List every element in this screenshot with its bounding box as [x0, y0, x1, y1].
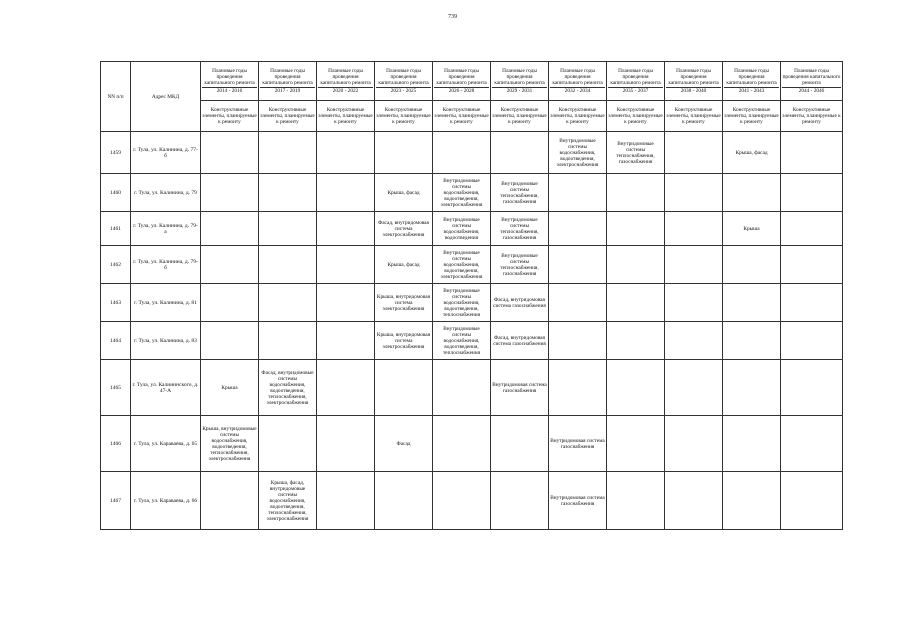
repair-cell [317, 212, 375, 246]
repair-cell [549, 322, 607, 360]
elements-header: Конструктивные элементы, планируемые к ремонту [201, 101, 259, 132]
period-header [433, 62, 491, 101]
repair-cell [723, 360, 781, 416]
table-row [101, 322, 843, 360]
repair-cell [549, 360, 607, 416]
period-header [259, 62, 317, 101]
repair-cell: Крыша, внутридомовые системы водоснабжения, водоотведения, теплоснабжения, электроснабжения [201, 416, 259, 472]
repair-cell [781, 246, 843, 284]
period-header [723, 62, 781, 101]
repair-cell [201, 246, 259, 284]
period-years: 2038 - 2040 [666, 87, 721, 94]
repair-cell [549, 246, 607, 284]
repair-cell [607, 416, 665, 472]
repair-cell [607, 472, 665, 530]
repair-cell: Фасад, внутридомовая система электроснабжения [375, 212, 433, 246]
period-title: Плановые годы проведения капитального ремонта [494, 68, 545, 86]
period-years: 2014 - 2016 [202, 87, 257, 94]
period-header [201, 62, 259, 101]
row-address: г. Тула, ул. Караваева, д. 65 [131, 416, 201, 472]
row-address: г. Тула, ул. Калинина, д. 79-б [131, 246, 201, 284]
row-number: 1461 [101, 212, 131, 246]
repair-cell [259, 212, 317, 246]
period-title: Плановые годы проведения капитального ремонта [436, 68, 487, 86]
repair-cell [607, 360, 665, 416]
repair-cell: Внутридомовые системы водоснабжения, водоотведения, электроснабжения [549, 132, 607, 174]
table-row [101, 284, 843, 322]
repair-cell [491, 472, 549, 530]
repair-cell [723, 472, 781, 530]
row-number: 1459 [101, 132, 131, 174]
repair-cell: Внутридомовая система газоснабжения [549, 416, 607, 472]
period-title: Плановые годы проведения капитального ремонта [262, 68, 313, 86]
period-title: Плановые годы проведения капитального ремонта [552, 68, 603, 86]
repair-cell [317, 322, 375, 360]
repair-cell: Внутридомовые системы водоснабжения, водоотведения, теплоснабжения [433, 284, 491, 322]
repair-cell [317, 174, 375, 212]
elements-header: Конструктивные элементы, планируемые к ремонту [723, 101, 781, 132]
elements-header: Конструктивные элементы, планируемые к ремонту [433, 101, 491, 132]
row-number: 1466 [101, 416, 131, 472]
repair-cell [201, 132, 259, 174]
repair-cell: Внутридомовые системы теплоснабжения, газоснабжения [491, 212, 549, 246]
elements-header: Конструктивные элементы, планируемые к ремонту [491, 101, 549, 132]
row-address: г. Тула, ул. Калинина, д. 81 [131, 284, 201, 322]
repair-cell [665, 212, 723, 246]
repair-cell: Крыша, фасад, внутридомовые системы водоснабжения, водоотведения, теплоснабжения, электроснабжения [259, 472, 317, 530]
elements-header: Конструктивные элементы, планируемые к ремонту [665, 101, 723, 132]
repair-cell [665, 322, 723, 360]
elements-header: Конструктивные элементы, планируемые к ремонту [781, 101, 843, 132]
repair-cell: Внутридомовая система газоснабжения [549, 472, 607, 530]
repair-cell [433, 132, 491, 174]
repair-cell [781, 322, 843, 360]
repair-cell: Крыша, фасад [375, 246, 433, 284]
repair-cell [201, 284, 259, 322]
period-years: 2017 - 2019 [260, 87, 315, 94]
period-title: Плановые годы проведения капитального ремонта [782, 68, 841, 86]
repair-cell [259, 322, 317, 360]
repair-cell [317, 472, 375, 530]
repair-cell [723, 246, 781, 284]
repair-cell [433, 416, 491, 472]
repair-cell [433, 472, 491, 530]
repair-cell: Крыша [201, 360, 259, 416]
repair-cell [375, 132, 433, 174]
table-row [101, 212, 843, 246]
repair-cell [607, 284, 665, 322]
row-address: г. Тула, ул. Калинина, д. 77-б [131, 132, 201, 174]
repair-cell [781, 416, 843, 472]
repair-cell: Внутридомовые системы теплоснабжения, газоснабжения [491, 174, 549, 212]
repair-cell [375, 472, 433, 530]
repair-cell [491, 132, 549, 174]
repair-cell [201, 322, 259, 360]
row-number: 1463 [101, 284, 131, 322]
period-years: 2035 - 2037 [608, 87, 663, 94]
repair-cell [723, 174, 781, 212]
table-row [101, 174, 843, 212]
repair-cell [665, 284, 723, 322]
repair-cell: Внутридомовые системы водоснабжения, водоотведения, теплоснабжения [433, 322, 491, 360]
elements-header: Конструктивные элементы, планируемые к ремонту [375, 101, 433, 132]
header-row-periods [101, 62, 843, 101]
repair-cell [723, 416, 781, 472]
period-years: 2032 - 2034 [550, 87, 605, 94]
repair-cell [201, 472, 259, 530]
period-title: Плановые годы проведения капитального ремонта [610, 68, 661, 86]
repair-cell [201, 212, 259, 246]
repair-cell [607, 212, 665, 246]
elements-header: Конструктивные элементы, планируемые к ремонту [549, 101, 607, 132]
period-years: 2026 - 2028 [434, 87, 489, 94]
period-title: Плановые годы проведения капитального ремонта [668, 68, 719, 86]
page-number: 739 [448, 14, 457, 20]
period-header [549, 62, 607, 101]
repair-cell: Фасад, внутридомовая система газоснабжения [491, 284, 549, 322]
repair-cell [317, 360, 375, 416]
header-row-sub [101, 101, 843, 132]
period-header [665, 62, 723, 101]
repair-cell [317, 246, 375, 284]
repair-cell [781, 132, 843, 174]
period-years: 2023 - 2025 [376, 87, 431, 94]
period-header [781, 62, 843, 101]
table-row [101, 416, 843, 472]
repair-cell: Внутридомовые системы теплоснабжения, газоснабжения [607, 132, 665, 174]
repair-cell [781, 174, 843, 212]
repair-cell: Внутридомовые системы водоснабжения, водоотведения [433, 212, 491, 246]
repair-cell [607, 322, 665, 360]
repair-cell [665, 174, 723, 212]
repair-cell [433, 360, 491, 416]
period-years: 2044 - 2046 [782, 87, 841, 94]
row-address: г. Тула, ул. Калинина, д. 79 [131, 174, 201, 212]
repair-cell [317, 284, 375, 322]
repair-cell: Крыша, фасад [723, 132, 781, 174]
repair-cell [665, 246, 723, 284]
repair-cell [549, 284, 607, 322]
table-row [101, 472, 843, 530]
period-header [607, 62, 665, 101]
repair-cell [317, 416, 375, 472]
repair-cell [781, 212, 843, 246]
row-number: 1460 [101, 174, 131, 212]
repair-cell [781, 360, 843, 416]
repair-cell [259, 132, 317, 174]
row-number: 1467 [101, 472, 131, 530]
repair-cell: Фасад [375, 416, 433, 472]
row-address: г. Тула, ул. Калинина, д. 83 [131, 322, 201, 360]
repair-cell [665, 360, 723, 416]
repair-cell: Фасад, внутридомовая система газоснабжения [491, 322, 549, 360]
period-title: Плановые годы проведения капитального ремонта [204, 68, 255, 86]
row-number: 1465 [101, 360, 131, 416]
repair-cell [201, 174, 259, 212]
repair-cell [259, 174, 317, 212]
repair-cell [723, 284, 781, 322]
repair-cell: Внутридомовые системы водоснабжения, водоотведения, электроснабжения [433, 246, 491, 284]
period-header [491, 62, 549, 101]
row-address: г. Тула, ул. Калинина, д. 79-а [131, 212, 201, 246]
period-title: Плановые годы проведения капитального ремонта [378, 68, 429, 86]
repair-cell [549, 174, 607, 212]
row-address: г. Тула, ул. Калининского, д. 47-А [131, 360, 201, 416]
repair-cell [317, 132, 375, 174]
row-number: 1464 [101, 322, 131, 360]
nn-header: NN п/п [101, 62, 131, 132]
repair-cell: Крыша [723, 212, 781, 246]
repair-cell [723, 322, 781, 360]
period-header [317, 62, 375, 101]
repair-cell [607, 246, 665, 284]
repair-cell: Фасад, внутридомовые системы водоснабжения, водоотведения, теплоснабжения, электроснабжения [259, 360, 317, 416]
repair-cell [259, 416, 317, 472]
repair-cell: Крыша, внутридомовая система электроснабжения [375, 284, 433, 322]
address-header: Адрес МКД [131, 62, 201, 132]
repair-schedule-table [100, 61, 843, 530]
repair-cell [259, 246, 317, 284]
elements-header: Конструктивные элементы, планируемые к ремонту [317, 101, 375, 132]
period-years: 2020 - 2022 [318, 87, 373, 94]
repair-cell [491, 416, 549, 472]
repair-cell [781, 472, 843, 530]
period-header [375, 62, 433, 101]
elements-header: Конструктивные элементы, планируемые к ремонту [607, 101, 665, 132]
repair-cell: Крыша, фасад [375, 174, 433, 212]
repair-cell [665, 472, 723, 530]
elements-header: Конструктивные элементы, планируемые к ремонту [259, 101, 317, 132]
repair-cell [781, 284, 843, 322]
repair-cell [259, 284, 317, 322]
period-years: 2041 - 2043 [724, 87, 779, 94]
repair-cell: Крыша, внутридомовая система электроснабжения [375, 322, 433, 360]
repair-cell [607, 174, 665, 212]
repair-cell [665, 132, 723, 174]
repair-cell [549, 212, 607, 246]
repair-cell: Внутридомовая система газоснабжения [491, 360, 549, 416]
table-row [101, 132, 843, 174]
period-title: Плановые годы проведения капитального ремонта [726, 68, 777, 86]
repair-cell [665, 416, 723, 472]
repair-cell: Внутридомовые системы теплоснабжения, газоснабжения [491, 246, 549, 284]
period-title: Плановые годы проведения капитального ремонта [320, 68, 371, 86]
repair-cell [375, 360, 433, 416]
repair-cell: Внутридомовые системы водоснабжения, водоотведения, электроснабжения [433, 174, 491, 212]
table-row [101, 246, 843, 284]
table-row [101, 360, 843, 416]
row-address: г. Тула, ул. Караваева, д. 66 [131, 472, 201, 530]
period-years: 2029 - 2031 [492, 87, 547, 94]
row-number: 1462 [101, 246, 131, 284]
